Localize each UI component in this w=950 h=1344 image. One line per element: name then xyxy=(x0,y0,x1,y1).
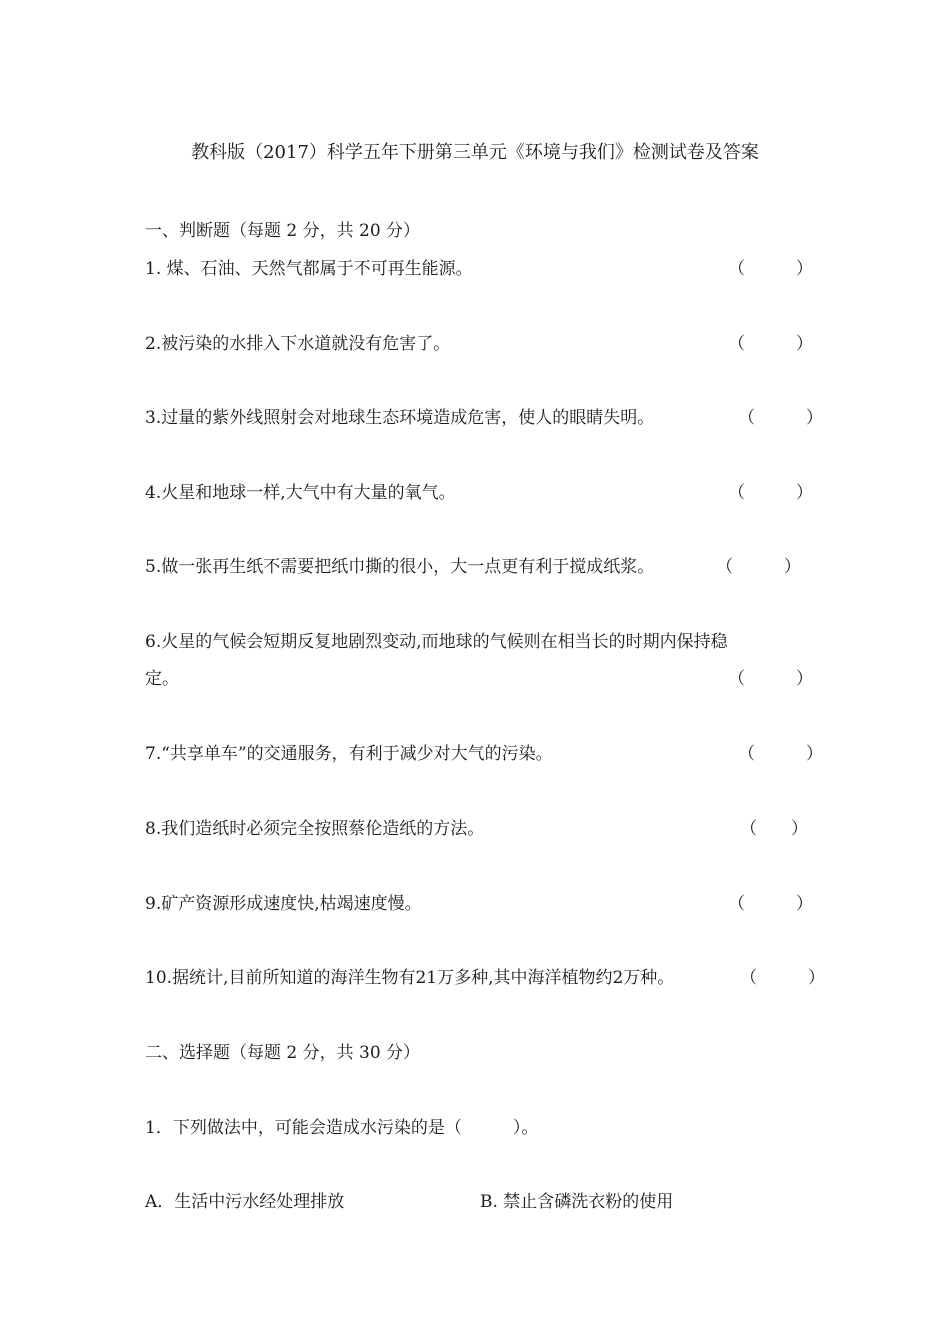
answer-blank-6[interactable]: （ ） xyxy=(728,669,813,689)
question-9: 9.矿产资源形成速度快,枯竭速度慢。 xyxy=(145,894,422,914)
question-6-line1: 6.火星的气候会短期反复地剧烈变动,而地球的气候则在相当长的时期内保持稳 xyxy=(145,632,728,652)
answer-blank-3[interactable]: （ ） xyxy=(738,408,823,428)
answer-blank-8[interactable]: （ ） xyxy=(740,819,808,839)
question-5: 5.做一张再生纸不需要把纸巾撕的很小，大一点更有利于搅成纸浆。 xyxy=(145,557,655,577)
question-8: 8.我们造纸时必须完全按照蔡伦造纸的方法。 xyxy=(145,819,485,839)
answer-blank-4[interactable]: （ ） xyxy=(728,483,813,503)
question-10: 10.据统计,目前所知道的海洋生物有21万多种,其中海洋植物约2万种。 xyxy=(145,968,675,988)
answer-blank-7[interactable]: （ ） xyxy=(738,744,823,764)
option-a[interactable]: A．生活中污水经处理排放 xyxy=(145,1192,345,1212)
choice-question-1: 1．下列做法中，可能会造成水污染的是（ ）。 xyxy=(145,1118,539,1138)
option-b[interactable]: B. 禁止含磷洗衣粉的使用 xyxy=(480,1192,674,1212)
page-title: 教科版（2017）科学五年下册第三单元《环境与我们》检测试卷及答案 xyxy=(191,142,759,163)
question-7: 7.“共享单车”的交通服务，有利于减少对大气的污染。 xyxy=(145,744,553,764)
answer-blank-1[interactable]: （ ） xyxy=(728,259,813,279)
question-4: 4.火星和地球一样,大气中有大量的氧气。 xyxy=(145,483,456,503)
question-3: 3.过量的紫外线照射会对地球生态环境造成危害，使人的眼睛失明。 xyxy=(145,408,655,428)
answer-blank-5[interactable]: （ ） xyxy=(716,557,801,577)
question-1: 1. 煤、石油、天然气都属于不可再生能源。 xyxy=(145,259,473,279)
section2-heading: 二、选择题（每题 2 分，共 30 分） xyxy=(145,1043,421,1063)
question-2: 2.被污染的水排入下水道就没有危害了。 xyxy=(145,334,451,354)
answer-blank-10[interactable]: （ ） xyxy=(740,968,825,988)
answer-blank-9[interactable]: （ ） xyxy=(728,894,813,914)
answer-blank-2[interactable]: （ ） xyxy=(728,334,813,354)
question-6-line2: 定。 xyxy=(145,669,179,689)
section1-heading: 一、判断题（每题 2 分，共 20 分） xyxy=(145,221,421,241)
